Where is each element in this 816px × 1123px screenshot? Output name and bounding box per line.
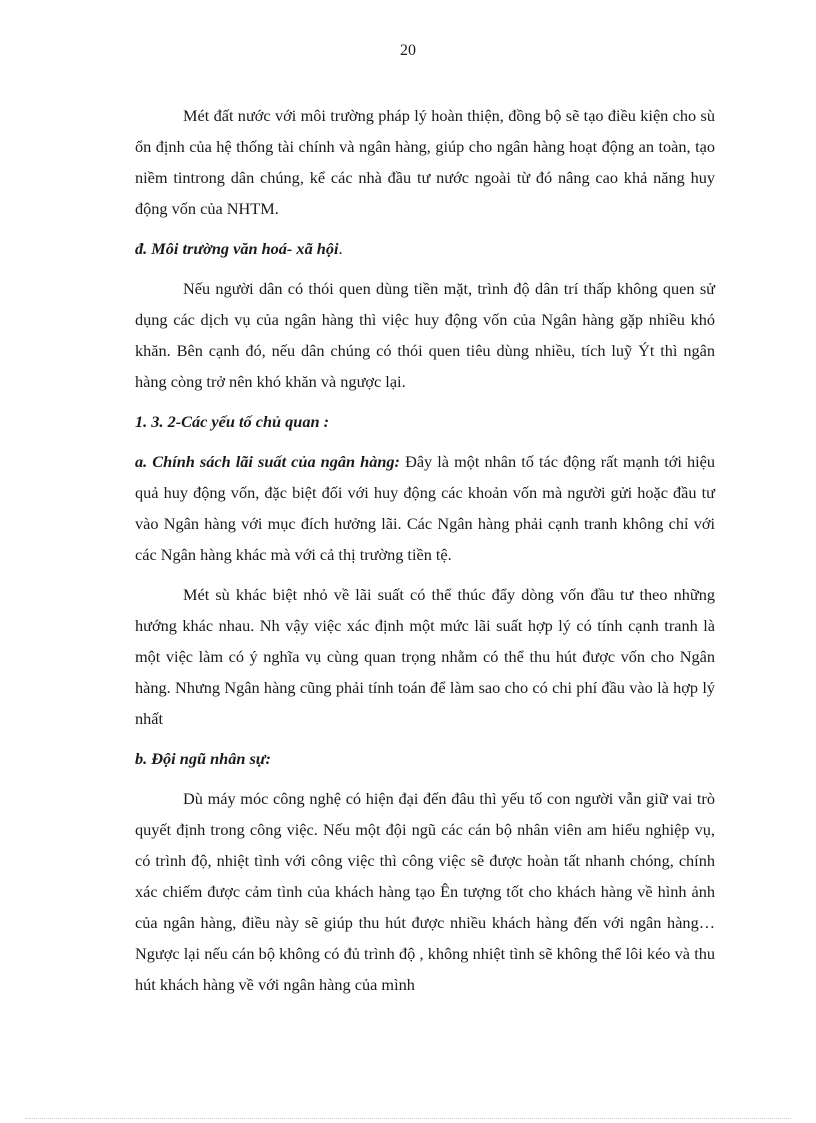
heading-subjective-factors: 1. 3. 2-Các yếu tố chủ quan : — [135, 412, 330, 431]
paragraph-interest-policy — [135, 446, 715, 570]
document-body — [135, 100, 715, 1009]
interest-policy-lead: a. Chính sách lãi suất của ngân hàng: — [135, 452, 400, 471]
page-number: 20 — [400, 42, 416, 59]
paragraph-human-factor: Dù máy móc công nghệ có hiện đại đến đâu thì yếu tố con người vẫn giữ vai trò quyết định trong công việc. Nếu một đội ngũ các cán bộ nhân viên am hiểu nghiệp vụ, có trình độ, nhiệt tình với công việc thì công việc sẽ được hoàn tất nhanh chóng, chính xác chiếm được cảm tình của khách hàng tạo Ên tượng tốt cho khách hàng về hình ảnh của ngân hàng, điều này sẽ giúp thu hút được nhiều khách hàng đến với ngân hàng…Ngược lại nếu cán bộ không có đủ trình độ , không nhiệt tình sẽ không thể lôi kéo và thu hút khách hàng về với ngân hàng của mình — [135, 789, 715, 994]
paragraph-interest-difference: Mét sù khác biệt nhỏ về lãi suất có thể thúc đẩy dòng vốn đầu tư theo những hướng khác nhau. Nh vậy việc xác định một mức lãi suất hợp lý có tính cạnh tranh là một việc làm có ý nghĩa vụ cùng quan trọng nhằm có thể thu hút được vốn cho Ngân hàng. Nhưng Ngân hàng cũng phải tính toán để làm sao cho có chi phí đầu vào là hợp lý nhất — [135, 585, 715, 728]
interest-policy-text: Đây là một nhân tố tác động rất mạnh tới hiệu quả huy động vốn, đặc biệt đối với huy động các khoản vốn mà người gửi hoặc đầu tư vào Ngân hàng với mục đích hưởng lãi. Các Ngân hàng phải cạnh tranh không chỉ với các Ngân hàng khác mà với cả thị trường tiền tệ. — [135, 452, 715, 564]
paragraph-legal-environment: Mét đất nước với môi trường pháp lý hoàn thiện, đồng bộ sẽ tạo điều kiện cho sù ổn định của hệ thống tài chính và ngân hàng, giúp cho ngân hàng hoạt động an toàn, tạo niềm tintrong dân chúng, kể các nhà đầu tư nước ngoài từ đó nâng cao khả năng huy động vốn của NHTM. — [135, 106, 715, 218]
heading-period: . — [338, 239, 343, 258]
paragraph-cash-habits: Nếu người dân có thói quen dùng tiền mặt, trình độ dân trí thấp không quen sử dụng các dịch vụ của ngân hàng thì việc huy động vốn của Ngân hàng gặp nhiều khó khăn. Bên cạnh đó, nếu dân chúng có thói quen tiêu dùng nhiều, tích luỹ Ýt thì ngân hàng còng trở nên khó khăn và ngược lại. — [135, 279, 715, 391]
heading-human-resources: b. Đội ngũ nhân sự: — [135, 749, 271, 768]
page-bottom-divider — [25, 1118, 791, 1119]
heading-text: đ. Môi trường văn hoá- xã hội — [135, 239, 339, 258]
heading-cultural-environment — [135, 233, 715, 264]
